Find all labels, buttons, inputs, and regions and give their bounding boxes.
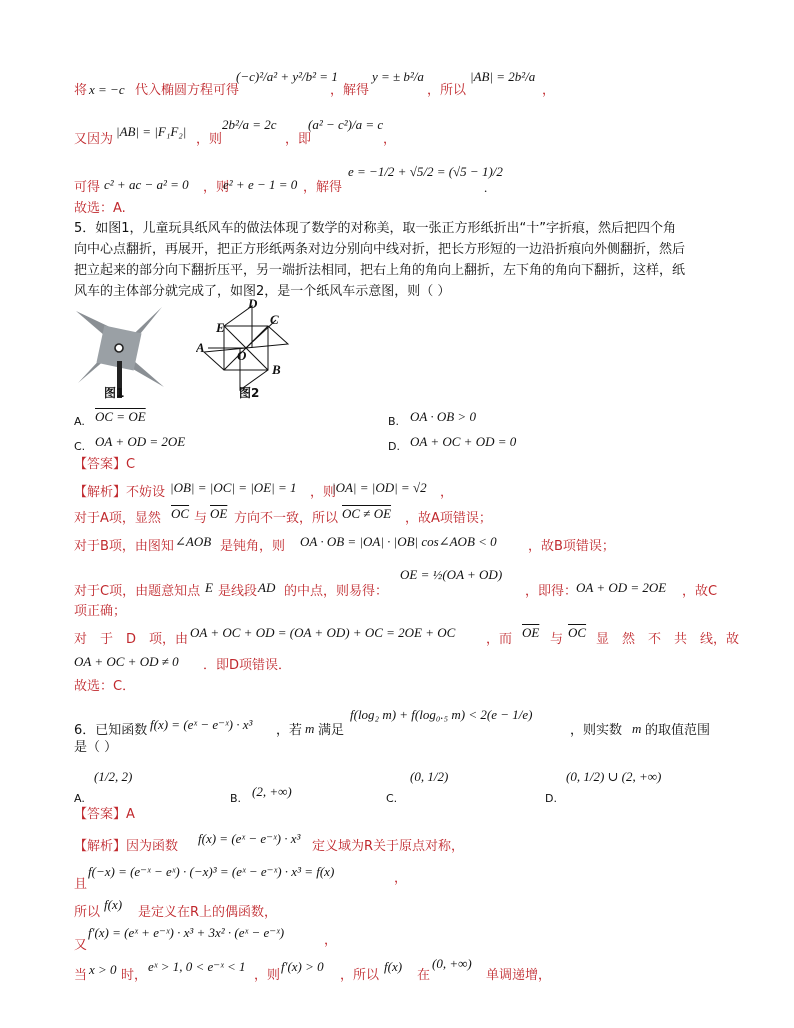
q5-a2-eq: OC ≠ OE bbox=[342, 506, 392, 521]
q4-l3-mid: ，则 bbox=[203, 180, 230, 195]
pinwheel-figure bbox=[74, 303, 169, 398]
q4-l1-sub: x = −c bbox=[89, 82, 125, 97]
option-a: OC = OE bbox=[95, 409, 146, 424]
q6-stem-line2: 是（ ） bbox=[74, 740, 118, 755]
q4-l3-mid2: ，解得 bbox=[303, 180, 343, 195]
q4-l2-mid: ，则 bbox=[196, 132, 223, 147]
q5-a2-mid: 方向不一致，所以 bbox=[234, 511, 339, 526]
q6-a4-pre: 又 bbox=[74, 938, 88, 953]
q4-l2-pre: 又因为 bbox=[74, 132, 114, 147]
q5-a5-pre: 对 于 D 项，由 bbox=[74, 632, 189, 647]
point-label-a: A bbox=[196, 340, 205, 355]
q4-l1-eq3: |AB| = 2b²/a bbox=[470, 69, 536, 84]
q5-stem-line: 5．如图1，儿童玩具纸风车的做法体现了数学的对称美，取一张正方形纸折出“十”字折痕，然后把四个角 bbox=[74, 221, 677, 236]
q6-a2-pre: 且 bbox=[74, 877, 88, 892]
q5-a5-mid: ，而 bbox=[486, 632, 513, 647]
q5-a2-v2: $\overline{OE}$ bbox=[210, 506, 228, 521]
q5-a1-eq: |OB| = |OC| = |OE| = 1 bbox=[170, 480, 297, 495]
q5-a5-v1: $\overline{OE}$ bbox=[522, 625, 540, 640]
q6-a1-pre: 【解析】因为函数 bbox=[74, 839, 179, 854]
q4-l1-end: ， bbox=[542, 83, 556, 98]
q4-l1-eq2: y = ± b²/a bbox=[372, 69, 424, 84]
q5-a4-eq2: OA + OD = 2OE bbox=[576, 580, 667, 595]
q5-a5-v2: $\overline{OC}$ bbox=[568, 625, 587, 640]
q5-a3-pre: 对于B项，由图知 bbox=[74, 539, 174, 554]
point-label-c: C bbox=[270, 312, 279, 327]
point-label-o: O bbox=[237, 348, 247, 363]
q4-l2-end: ， bbox=[383, 132, 397, 147]
q6-a5-eq: eˣ > 1, 0 < e⁻ˣ < 1 bbox=[148, 959, 246, 974]
q5-stem-line: 风车的主体部分就完成了，如图2，是一个纸风车示意图，则（ ） bbox=[74, 284, 451, 299]
q6-a5-mid: 时， bbox=[121, 968, 148, 983]
q5-a1-end: ， bbox=[440, 485, 454, 500]
q4-l1-pre: 将 bbox=[74, 83, 88, 98]
option-c-label: C. bbox=[74, 440, 86, 453]
q6-a3-f: f(x) bbox=[104, 897, 123, 912]
q5-a5-end: 显 然 不 共 线，故 bbox=[596, 632, 740, 647]
q5-stem-line: 向中心点翻折，再展开，把正方形纸两条对边分别向中线对折，把长方形短的一边沿折痕向外侧翻折，然后 bbox=[74, 242, 686, 257]
q5-a4-ad: AD bbox=[258, 580, 276, 595]
option-a-label: A. bbox=[74, 415, 85, 428]
q4-l3-eq3: e = −1/2 + √5/2 = (√5 − 1)/2 bbox=[348, 164, 503, 179]
figure2-label: 图2 bbox=[239, 386, 260, 400]
q6-a5-mid2: ，则 bbox=[254, 968, 281, 983]
pinwheel-diagram bbox=[196, 298, 302, 398]
diagram-fold bbox=[224, 306, 252, 348]
option-b: OA · OB > 0 bbox=[410, 409, 476, 424]
q4-l3-eq1: c² + ac − a² = 0 bbox=[104, 177, 189, 192]
q5-choose: 故选：C． bbox=[74, 679, 136, 694]
point-label-e: E bbox=[216, 320, 225, 335]
q5-a3-ang: ∠AOB bbox=[175, 534, 212, 549]
q6-a5-mid3: ，所以 bbox=[340, 968, 380, 983]
q4-l1-eq1: (−c)²/a² + y²/b² = 1 bbox=[236, 69, 338, 84]
q6-stem-mid: ，若 bbox=[276, 723, 303, 738]
q5-a4-mid2: 的中点，则易得： bbox=[284, 584, 389, 599]
q6-stem-end2: 的取值范围 bbox=[645, 723, 711, 738]
option-c: (0, 1/2) bbox=[410, 769, 449, 784]
q5-a6-eq: OA + OC + OD ≠ 0 bbox=[74, 654, 179, 669]
q5-a4-end: ，故C bbox=[682, 584, 718, 599]
q6-a1-eq: f(x) = (eˣ − e⁻ˣ) · x³ bbox=[198, 831, 301, 846]
q6-a5-mid4: 在 bbox=[417, 968, 431, 983]
q6-a5-eq2: f′(x) > 0 bbox=[281, 959, 324, 974]
q6-a5-pre: 当 bbox=[74, 968, 88, 983]
option-b: (2, +∞) bbox=[252, 784, 292, 799]
option-d: OA + OC + OD = 0 bbox=[410, 434, 517, 449]
q5-a4-e: E bbox=[205, 580, 213, 595]
q6-stem-mid2: 满足 bbox=[318, 723, 345, 738]
q4-l1-comma2: ，所以 bbox=[427, 83, 467, 98]
option-b-label: B. bbox=[388, 415, 400, 428]
q4-l3-pre: 可得 bbox=[74, 180, 101, 195]
q5-a3-eq: OA · OB = |OA| · |OB| cos∠AOB < 0 bbox=[300, 534, 497, 549]
q6-stem-m: m bbox=[305, 721, 315, 736]
q6-a4-eq: f′(x) = (eˣ + e⁻ˣ) · x³ + 3x² · (eˣ − e⁻ˣ) bbox=[88, 925, 285, 940]
q6-a2-end: ， bbox=[394, 871, 408, 886]
q4-choose: 故选：A. bbox=[74, 201, 126, 216]
q4-l3-end: . bbox=[484, 180, 488, 195]
q5-a2-and: 与 bbox=[194, 511, 208, 526]
q6-a3-pre: 所以 bbox=[74, 905, 101, 920]
option-d: (0, 1/2) ∪ (2, +∞) bbox=[566, 769, 662, 784]
q6-a2-eq: f(−x) = (e⁻ˣ − eˣ) · (−x)³ = (eˣ − e⁻ˣ) · x³ = f(x) bbox=[88, 864, 335, 879]
q6-stem-f: f(x) = (eˣ − e⁻ˣ) · x³ bbox=[150, 717, 253, 732]
q5-a4-mid: 是线段 bbox=[218, 584, 258, 599]
option-c-label: C. bbox=[386, 792, 398, 805]
q5-a2-pre: 对于A项，显然 bbox=[74, 511, 161, 526]
q6-answer: 【答案】A bbox=[74, 807, 135, 822]
q4-l2-eq3: (a² − c²)/a = c bbox=[308, 117, 384, 132]
q4-l1-comma1: ，解得 bbox=[330, 83, 370, 98]
point-label-d: D bbox=[248, 298, 258, 311]
q5-a4-mid3: ，即得： bbox=[525, 584, 578, 599]
q5-a1-pre: 【解析】不妨设 bbox=[74, 485, 166, 500]
q6-stem-pre: 6．已知函数 bbox=[74, 723, 148, 738]
q6-a3-end: 是定义在R上的偶函数， bbox=[138, 905, 278, 920]
q5-a1-mid: ，则 bbox=[310, 485, 337, 500]
q5-a2-end: ，故A项错误； bbox=[405, 511, 492, 526]
option-a: (1/2, 2) bbox=[94, 769, 133, 784]
q5-a4-eq: OE = ½(OA + OD) bbox=[400, 567, 503, 582]
q5-a5-and: 与 bbox=[550, 632, 564, 647]
q6-a1-end: 定义域为R关于原点对称， bbox=[312, 839, 465, 854]
q4-l3-eq2: e² + e − 1 = 0 bbox=[223, 177, 298, 192]
q5-a5-eq: OA + OC + OD = (OA + OD) + OC = 2OE + OC bbox=[190, 625, 456, 640]
q4-l2-eq2: 2b²/a = 2c bbox=[222, 117, 277, 132]
q6-stem-ineq: f(log₂ m) + f(log₀.₅ m) < 2(e − 1/e) bbox=[350, 707, 533, 722]
q6-a4-end: ， bbox=[324, 933, 338, 948]
option-a-label: A. bbox=[74, 792, 85, 805]
q4-l2-eq1: |AB| = |F₁F₂| bbox=[116, 124, 187, 139]
q6-a5-int: (0, +∞) bbox=[432, 956, 472, 971]
q4-l2-mid2: ，即 bbox=[285, 132, 312, 147]
option-d-label: D. bbox=[545, 792, 557, 805]
pinwheel-pin-icon bbox=[115, 344, 123, 352]
q6-stem-m2: m bbox=[632, 721, 642, 736]
q6-a5-end: 单调递增， bbox=[486, 968, 552, 983]
q5-a4-end2: 项正确； bbox=[74, 604, 127, 619]
q5-a3-end: ，故B项错误； bbox=[528, 539, 615, 554]
q6-stem-end: ，则实数 bbox=[570, 723, 623, 738]
q5-stem-line: 把立起来的部分向下翻折压平，另一端折法相同，把右上角的角向上翻折，左下角的角向下翻折，这样，纸 bbox=[74, 263, 686, 278]
q5-a1-eq2: |OA| = |OD| = √2 bbox=[332, 480, 427, 495]
q5-answer: 【答案】C bbox=[74, 457, 136, 472]
option-c: OA + OD = 2OE bbox=[95, 434, 186, 449]
q6-a5-x: x > 0 bbox=[89, 962, 117, 977]
option-b-label: B. bbox=[230, 792, 242, 805]
option-d-label: D. bbox=[388, 440, 400, 453]
figure1-label: 图1 bbox=[104, 386, 125, 400]
q4-l1-mid: 代入椭圆方程可得 bbox=[135, 83, 240, 98]
q5-a2-v1: $\overline{OC}$ bbox=[171, 506, 190, 521]
q5-a4-pre: 对于C项，由题意知点 bbox=[74, 584, 201, 599]
q5-a6-end: ．即D项错误． bbox=[203, 658, 292, 673]
q5-a3-mid: 是钝角，则 bbox=[220, 539, 286, 554]
q6-a5-f: f(x) bbox=[384, 959, 403, 974]
point-label-b: B bbox=[272, 362, 281, 377]
